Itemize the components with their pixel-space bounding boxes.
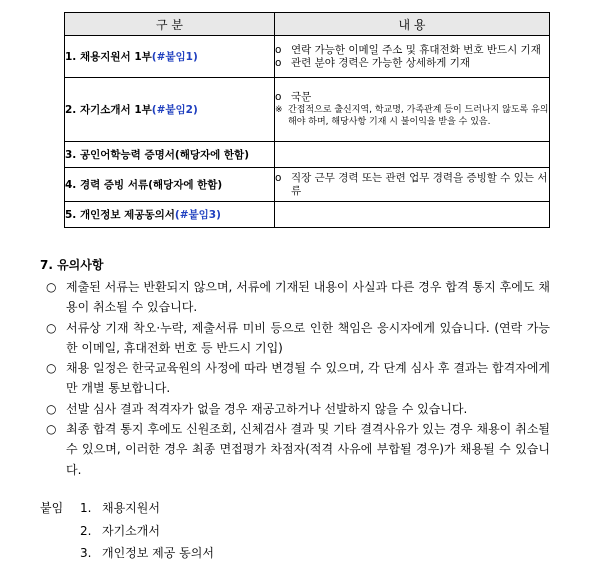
documents-table <box>64 12 550 228</box>
list-item: ○ 채용 일정은 한국교육원의 사정에 따라 변경될 수 있으며, 각 단계 심사 후 결과는 합격자에게만 개별 통보합니다. <box>46 361 550 396</box>
row-content <box>275 36 550 78</box>
header-gubun: 구 분 <box>65 13 275 36</box>
row-label: 5. 개인정보 제공동의서(#붙임3) <box>65 202 275 228</box>
list-item: ○ 제출된 서류는 반환되지 않으며, 서류에 기재된 내용이 사실과 다른 경우 합격 통지 후에도 채용이 취소될 수 있습니다. <box>46 280 550 315</box>
table-row <box>65 142 550 168</box>
notes-list <box>46 277 550 480</box>
row-content <box>275 142 550 168</box>
table-row <box>65 78 550 142</box>
row-content <box>275 202 550 228</box>
header-naeyong: 내 용 <box>275 13 550 36</box>
row-content <box>275 78 550 142</box>
section-title: 7. 유의사항 <box>40 258 104 272</box>
bullet-item: o 국문 <box>275 91 312 103</box>
bullet-item: o 연락 가능한 이메일 주소 및 휴대전화 번호 반드시 기재 <box>275 43 541 56</box>
attachment-item: 3. 개인정보 제공 동의서 <box>80 546 214 560</box>
bullet-item: o 관련 분야 경력은 가능한 상세하게 기재 <box>275 56 470 69</box>
row-label: 3. 공인어학능력 증명서(해당자에 한함) <box>65 142 275 168</box>
note-item: ※ 간접적으로 출신지역, 학교명, 가족관계 등이 드러나지 않도록 유의해야 하며, 해당사항 기재 시 불이익을 받을 수 있음. <box>275 105 549 127</box>
list-item: ○ 최종 합격 통지 후에도 신원조회, 신체검사 결과 및 기타 결격사유가 있는 경우 채용이 취소될 수 있으며, 이러한 경우 최종 면접평가 차점자(적격 사유에 부합될 경우)가 채용될 수 있습니다. <box>46 422 550 477</box>
table-row <box>65 202 550 228</box>
list-item: ○ 서류상 기재 착오·누락, 제출서류 미비 등으로 인한 책임은 응시자에게 있습니다. (연락 가능한 이메일, 휴대전화 번호 등 반드시 기입) <box>46 320 550 355</box>
row-label: 1. 채용지원서 1부(#붙임1) <box>65 36 275 78</box>
row-label: 2. 자기소개서 1부(#붙임2) <box>65 78 275 142</box>
row-label: 4. 경력 증빙 서류(해당자에 한함) <box>65 168 275 202</box>
attachments <box>40 497 214 565</box>
table-row <box>65 168 550 202</box>
bullet-item: o 직장 근무 경력 또는 관련 업무 경력을 증빙할 수 있는 서류 <box>275 171 548 197</box>
row-content <box>275 168 550 202</box>
attachment-item: 2. 자기소개서 <box>80 523 160 538</box>
list-item: ○ 선발 심사 결과 적격자가 없을 경우 재공고하거나 선발하지 않을 수 있습니다. <box>46 401 468 416</box>
attachment-item: 붙임 1. 채용지원서 <box>40 501 160 515</box>
table-row <box>65 36 550 78</box>
